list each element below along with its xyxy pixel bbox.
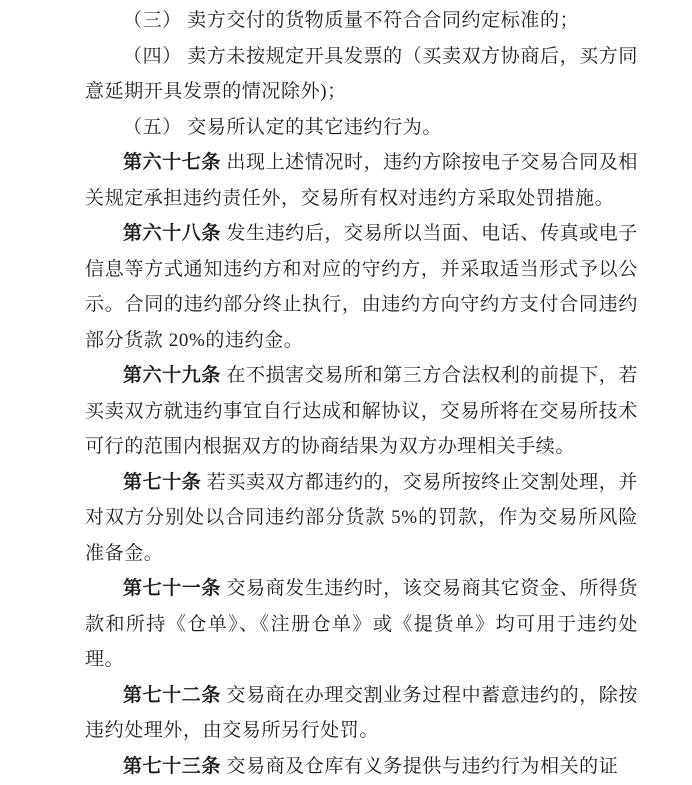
article-72 xyxy=(85,678,638,749)
paragraph-text: 发生违约后，交易所以当面、电话、传真或电子信息等方式通知违约方和对应的守约方，并采取适当形式予以公示。合同的违约部分终止执行，由违约方向守约方支付合同违约部分货款 20%的违约金。 xyxy=(85,223,638,351)
article-heading: 第七十三条 xyxy=(123,755,222,777)
paragraph-text: 交易商在办理交割业务过程中蓄意违约的，除按违约处理外，由交易所另行处罚。 xyxy=(85,684,638,741)
paragraph-text: 交易商发生违约时，该交易商其它资金、所得货款和所持《仓单》、《注册仓单》或《提货单》均可用于违约处理。 xyxy=(85,578,638,670)
article-68 xyxy=(85,216,638,358)
paragraph-text: （四） 卖方未按规定开具发票的（买卖双方协商后，买方同意延期开具发票的情况除外)； xyxy=(85,45,638,102)
article-heading: 第七十一条 xyxy=(123,578,222,599)
article-67 xyxy=(85,145,638,216)
clause-item-4 xyxy=(85,39,638,110)
paragraph-text: 出现上述情况时，违约方除按电子交易合同及相关规定承担违约责任外，交易所有权对违约方采取处罚措施。 xyxy=(85,152,638,209)
article-73 xyxy=(85,749,638,785)
paragraph-text: （五） 交易所认定的其它违约行为。 xyxy=(123,116,442,138)
article-heading: 第七十条 xyxy=(123,471,202,493)
document-body xyxy=(85,3,638,784)
paragraph-text: （三） 卖方交付的货物质量不符合合同约定标准的； xyxy=(123,10,580,31)
article-heading: 第七十二条 xyxy=(123,684,222,706)
paragraph-text: 交易商及仓库有义务提供与违约行为相关的证 xyxy=(221,755,619,777)
clause-item-3 xyxy=(85,3,638,39)
clause-item-5 xyxy=(85,110,638,146)
article-70 xyxy=(85,465,638,572)
article-heading: 第六十八条 xyxy=(123,223,222,244)
article-69 xyxy=(85,358,638,465)
article-71 xyxy=(85,571,638,678)
paragraph-text: 若买卖双方都违约的，交易所按终止交割处理，并对双方分别处以合同违约部分货款 5%的罚款，作为交易所风险准备金。 xyxy=(85,471,638,564)
article-heading: 第六十七条 xyxy=(123,152,222,173)
article-heading: 第六十九条 xyxy=(123,365,222,386)
paragraph-text: 在不损害交易所和第三方合法权利的前提下，若买卖双方就违约事宜自行达成和解协议，交易所将在交易所技术可行的范围内根据双方的协商结果为双方办理相关手续。 xyxy=(85,365,638,457)
